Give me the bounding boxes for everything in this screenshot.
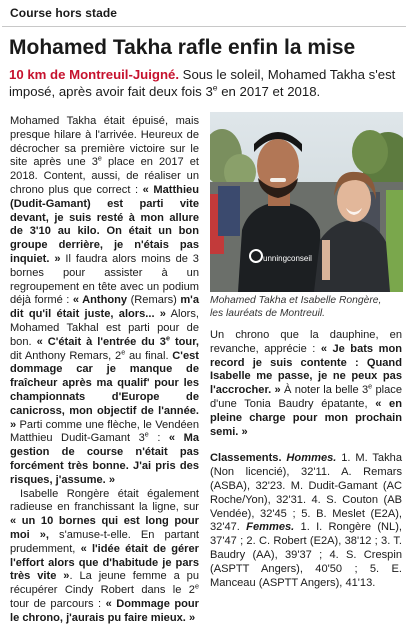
article-body-right — [210, 329, 402, 590]
quote: « en pleine charge pour mon prochain semi. » — [210, 397, 402, 438]
section-divider — [2, 26, 406, 27]
standfirst-text-end: en 2017 et 2018. — [217, 84, 321, 99]
superscript: e — [368, 381, 373, 391]
results-paragraph — [210, 452, 402, 590]
quote: « Dommage pour le chrono, j'aurais pu faire mieux. » — [10, 597, 199, 624]
text: . La jeune femme a pu récupérer Cindy Robert dans le 2 — [10, 570, 199, 597]
caption-line: Mohamed Takha et Isabelle Rongère, — [210, 295, 382, 306]
superscript: e — [194, 581, 199, 591]
text: Isabelle Rongère était également radieuse en franchissant la ligne, sur — [10, 487, 199, 514]
quote: « un 10 bornes qui est long pour moi », — [10, 515, 199, 541]
text: (Remars) — [127, 294, 181, 307]
article-body-left — [10, 115, 199, 625]
paragraph — [10, 488, 199, 625]
quote: « Ma gestion de course n'était pas forcément très bonne. J'ai pris des risques, j'assume. » — [10, 432, 199, 486]
quote: « Anthony — [72, 294, 128, 307]
text: place d'une Tonia Baudry épatante, — [210, 384, 402, 410]
standfirst-text: Sous le soleil, Mohamed Takha s'est imposé, après avoir fait deux fois 3 — [9, 67, 396, 99]
quote: m'a dit qu'il était juste, alors... » — [10, 294, 199, 321]
text: Un chrono que la dauphine, en revanche, apprécie : — [210, 329, 402, 355]
photo-caption — [210, 294, 403, 320]
text: place en 2017 et 2018. Content, aussi, de réaliser un chrono plus que correct : — [10, 156, 199, 196]
text: dit Anthony Remars, 2 — [10, 349, 122, 362]
quote: « Matthieu (Dudit-Gamant) est parti vite devant, je suis resté à mon allure de 3'10 au kilo. On était un bon groupe derrière, je n'étais pas inquiet. » — [10, 183, 199, 265]
paragraph — [10, 115, 199, 488]
superscript: e — [212, 82, 218, 93]
quote: tour, — [169, 335, 199, 348]
section-label: Course hors stade — [10, 6, 118, 20]
superscript: e — [165, 333, 170, 343]
results-women-label: Femmes. — [246, 521, 295, 534]
text: À noter la belle 3 — [280, 384, 369, 397]
text: au final. — [125, 349, 173, 362]
text: tour de parcours : — [10, 597, 106, 610]
text: Alors, Mohamed Takhal est parti pour de bon. — [10, 308, 199, 348]
standfirst-place: 10 km de Montreuil-Juigné. — [9, 67, 180, 82]
superscript: e — [144, 429, 149, 439]
results-women: 1. I. Rongère (NL), 37'47 ; 2. C. Robert (E2A), 38'12 ; 3. T. Baudry (AA), 39'37 ; 4. S. Crespin (ASPTT Angers), 40'50 ; 5. E. Manceau (ASPTT Angers), 41'13. — [210, 521, 402, 589]
quote: « l'idée était de gérer l'effort alors que d'habitude je pars très vite » — [10, 542, 199, 583]
text: Parti comme une flèche, le Vendéen Matthieu Dudit-Gamant 3 — [10, 418, 199, 445]
text: Mohamed Takha était épuisé, mais presque hilare à l'arrivée. Heureux de décrocher sa première victoire sur le site après une 3 — [10, 115, 199, 169]
bib-text: unningconseil — [263, 254, 312, 263]
text: Il faudra alors moins de 3 bornes pour assister à un regroupement en tête avec un podium déjà formé : — [10, 252, 199, 307]
results-men: 1. M. Takha (Non licencié), 32'11. A. Remars (ASBA), 32'23. M. Dudit-Gamant (AC Roche/Yon), 32'31. 4. S. Couton (AB Vendée), 32'45 ; 5. B. Meslet (E2A), 32'47. — [210, 452, 402, 534]
caption-line: les lauréats de Montreuil. — [210, 308, 326, 319]
text: : — [148, 432, 169, 445]
results-men-label: Hommes. — [286, 452, 337, 465]
quote: « Je bats mon record je suis contente : Quand Isabelle me passe, je ne peux pas l'accrocher. » — [210, 342, 402, 397]
text: s'amuse-t-elle. En partant prudemment, — [10, 528, 200, 555]
quote: C'est dommage car je manque de fraîcheur après ma qualif' pour les championnats d'Europe de canicross, mon objectif de l'année. » — [10, 349, 199, 431]
standfirst — [9, 66, 399, 100]
superscript: e — [121, 346, 126, 356]
paragraph — [210, 329, 402, 439]
quote: « C'était à l'entrée du 3 — [36, 335, 166, 348]
superscript: e — [97, 153, 102, 163]
results-label: Classements. — [210, 452, 282, 465]
headline: Mohamed Takha rafle enfin la mise — [9, 36, 356, 59]
runners-photo — [210, 112, 403, 292]
